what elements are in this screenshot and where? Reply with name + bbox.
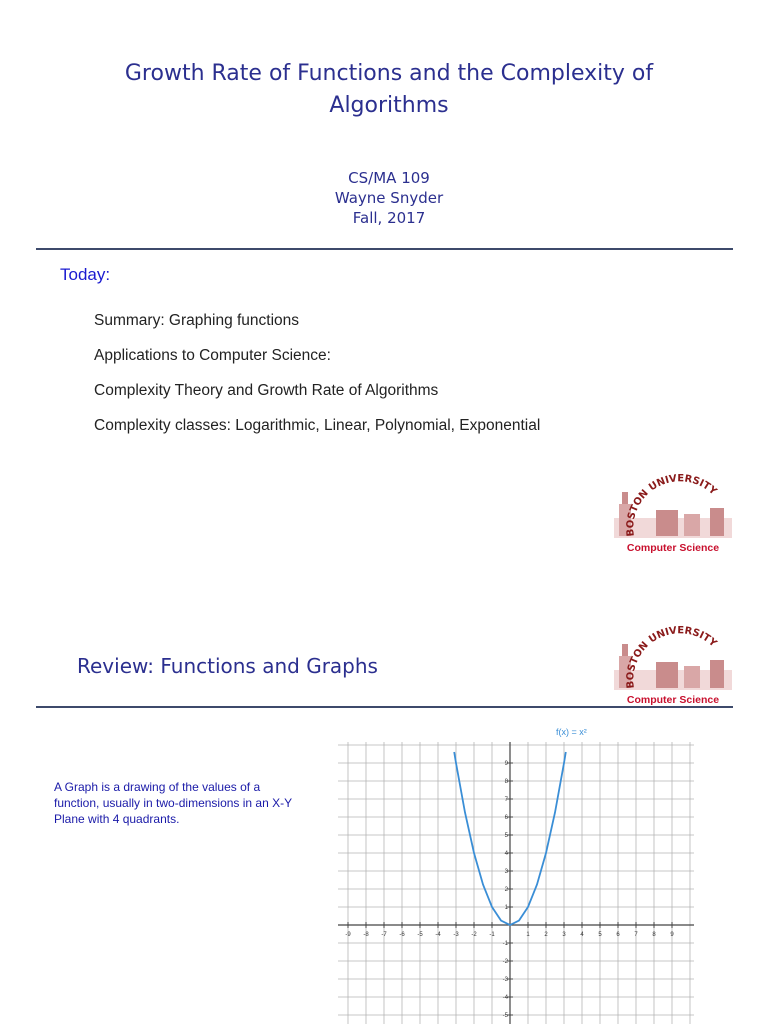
x-tick-label: -9 <box>345 932 351 938</box>
logo-arc-text: BOSTON UNIVERSITY <box>625 626 719 689</box>
graph-label: f(x) = x² <box>556 727 587 737</box>
slide2-title: Review: Functions and Graphs <box>77 654 378 678</box>
x-tick-label: -6 <box>399 932 405 938</box>
x-tick-label: -7 <box>381 932 387 938</box>
x-tick-label: 9 <box>670 932 674 938</box>
y-tick-label: -3 <box>502 977 508 983</box>
y-tick-label: 8 <box>504 779 508 785</box>
x-tick-label: 4 <box>580 932 584 938</box>
course-code: CS/MA 109 <box>348 169 430 187</box>
boston-university-logo <box>614 626 732 708</box>
x-tick-label: -5 <box>417 932 423 938</box>
x-tick-label: -4 <box>435 932 441 938</box>
y-tick-label: 3 <box>504 869 508 875</box>
y-tick-label: -5 <box>502 1013 508 1019</box>
x-tick-label: 5 <box>598 932 602 938</box>
author-name: Wayne Snyder <box>334 189 444 207</box>
y-tick-label: 4 <box>504 851 508 857</box>
title-line-2: Algorithms <box>329 93 449 118</box>
y-tick-label: 2 <box>504 887 508 893</box>
y-tick-label: -1 <box>502 941 508 947</box>
agenda-item: Summary: Graphing functions <box>94 312 300 329</box>
term: Fall, 2017 <box>352 209 426 227</box>
y-tick-label: 9 <box>504 761 508 767</box>
agenda-item: Complexity Theory and Growth Rate of Algorithms <box>94 382 439 399</box>
x-tick-label: -2 <box>471 932 477 938</box>
x-tick-label: -3 <box>453 932 459 938</box>
title-line-1: Growth Rate of Functions and the Complexity of <box>124 61 654 86</box>
x-tick-label: 6 <box>616 932 620 938</box>
logo-arc-text: BOSTON UNIVERSITY <box>625 474 719 537</box>
logo-caption: Computer Science <box>626 694 720 706</box>
slide-title <box>40 58 738 122</box>
x-tick-label: -8 <box>363 932 369 938</box>
y-tick-label: -2 <box>502 959 508 965</box>
logo-caption: Computer Science <box>626 542 720 554</box>
x-tick-label: 3 <box>562 932 566 938</box>
y-tick-label: 7 <box>504 797 508 803</box>
agenda-item: Applications to Computer Science: <box>94 347 331 364</box>
divider <box>36 706 733 708</box>
university-seal-icon <box>614 626 732 698</box>
agenda-item: Complexity classes: Logarithmic, Linear, Polynomial, Exponential <box>94 417 541 434</box>
y-tick-label: -4 <box>502 995 508 1001</box>
x-tick-label: 8 <box>652 932 656 938</box>
y-tick-label: 6 <box>504 815 508 821</box>
x-tick-label: 2 <box>544 932 548 938</box>
today-label: Today: <box>60 265 111 284</box>
university-seal-icon <box>614 474 732 546</box>
boston-university-logo <box>614 474 732 556</box>
function-graph <box>338 742 694 1024</box>
y-tick-label: 5 <box>504 833 508 839</box>
x-tick-label: 7 <box>634 932 638 938</box>
x-tick-label: -1 <box>489 932 495 938</box>
graph-description: A Graph is a drawing of the values of a function, usually in two-dimensions in an X-Y Plane with 4 quadrants. <box>54 780 292 826</box>
x-tick-label: 1 <box>526 932 530 938</box>
divider <box>36 248 733 250</box>
y-tick-label: 1 <box>504 905 508 911</box>
